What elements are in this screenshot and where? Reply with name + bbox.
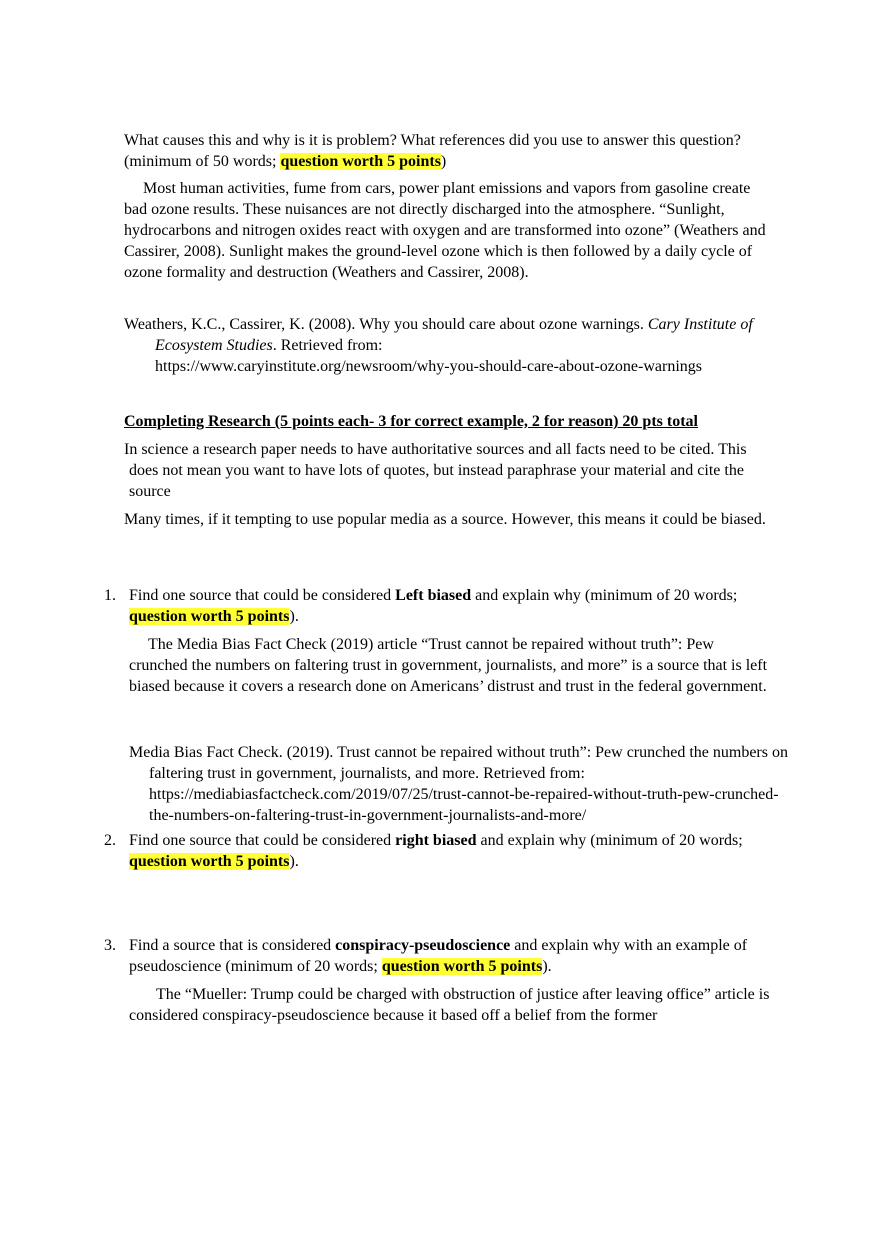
points-highlight: question worth 5 points <box>381 958 543 975</box>
answer-left-biased: The Media Bias Fact Check (2019) article “Trust cannot be repaired without truth”: Pew crunched the numbers on faltering trust in government, journalists, and more” is a source that is left biased because it covers a research done on Americans’ distrust and trust in the federal government. <box>129 636 768 695</box>
section-heading: Completing Research (5 points each- 3 for correct example, 2 for reason) 20 pts total <box>124 413 698 430</box>
list-item: 1. Find one source that could be considered Left biased and explain why (minimum of 20 words; question worth 5 points). <box>104 587 738 625</box>
question-intro: What causes this and why is it is problem? What references did you use to answer this question? (minimum of 50 words; question worth 5 points) <box>124 132 741 170</box>
points-highlight: question worth 5 points <box>129 853 290 870</box>
list-item: 2. Find one source that could be considered right biased and explain why (minimum of 20 words; question worth 5 points). <box>104 832 743 870</box>
list-item: 3. Find a source that is considered conspiracy-pseudoscience and explain why with an example of pseudoscience (minimum of 20 words; question worth 5 points). <box>104 937 748 975</box>
para-science: In science a research paper needs to have authoritative sources and all facts need to be cited. This does not mean you want to have lots of quotes, but instead paraphrase your material and cite the source <box>124 441 747 500</box>
points-highlight: question worth 5 points <box>280 153 441 170</box>
points-highlight: question worth 5 points <box>129 608 290 625</box>
answer-ozone: Most human activities, fume from cars, power plant emissions and vapors from gasoline create bad ozone results. These nuisances are not directly discharged into the atmosphere. “Sunlight, hydrocarbons and nitrogen oxides react with oxygen and are transformed into ozone” (Weathers and Cassirer, 2008). Sunlight makes the ground-level ozone which is then followed by a daily cycle of ozone formality and destruction (Weathers and Cassirer, 2008). <box>124 180 766 281</box>
reference-weathers: Weathers, K.C., Cassirer, K. (2008). Why you should care about ozone warnings. Cary Institute of Ecosystem Studies. Retrieved from: https://www.caryinstitute.org/newsroom/why-you-should-care-about-ozone-warnings <box>124 316 753 375</box>
reference-media-bias: Media Bias Fact Check. (2019). Trust cannot be repaired without truth”: Pew crunched the numbers on faltering trust in government, journalists, and more. Retrieved from: https://mediabiasfactcheck.com/2019/07/25/trust-cannot-be-repaired-without-truth-pew-crunched-the-numbers-on-faltering-trust-in-government-journalists-and-more/ <box>129 744 788 824</box>
answer-conspiracy: The “Mueller: Trump could be charged with obstruction of justice after leaving office” article is considered conspiracy-pseudoscience because it based off a belief from the former <box>129 986 770 1024</box>
para-media: Many times, if it tempting to use popular media as a source. However, this means it could be biased. <box>124 511 766 528</box>
reference-url: https://www.caryinstitute.org/newsroom/why-you-should-care-about-ozone-warnings <box>155 358 702 375</box>
